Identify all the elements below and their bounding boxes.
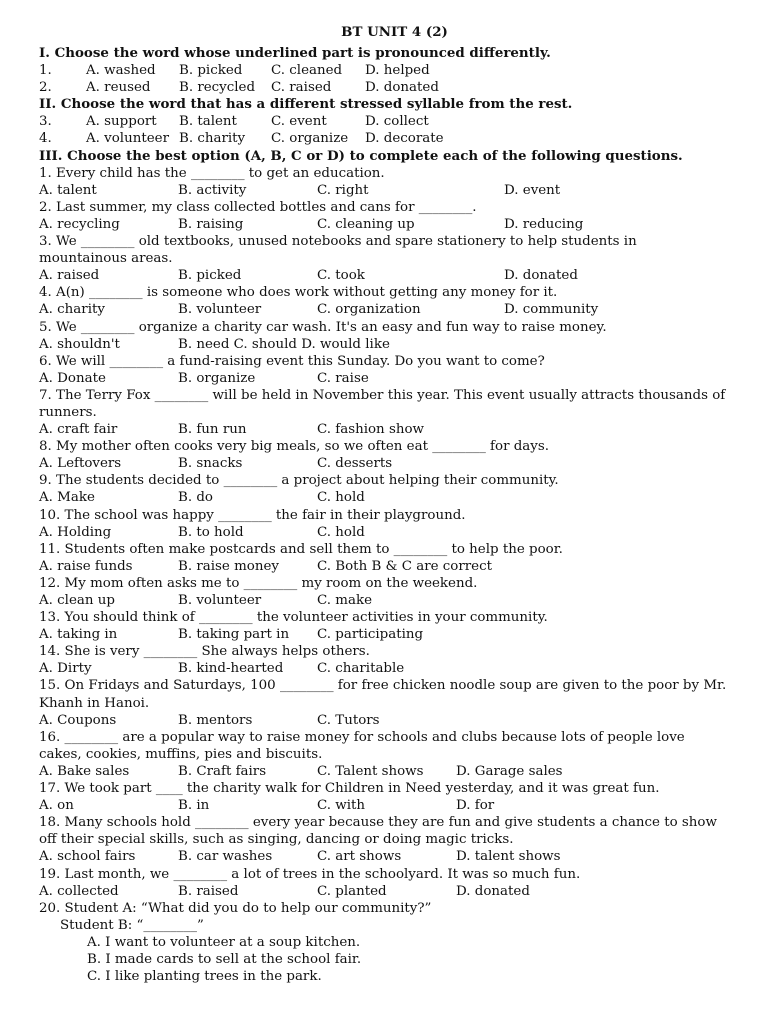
option-c: C. I like planting trees in the park. bbox=[87, 969, 322, 985]
option-a: A. Leftovers bbox=[39, 456, 122, 472]
question-7: 7. The Terry Fox ________ will be held in November this year. This event usually attracts thousands of runners. bbox=[39, 387, 726, 420]
options-row bbox=[39, 797, 728, 814]
option-c: C. participating bbox=[317, 627, 424, 643]
option-b: B. raising bbox=[178, 216, 244, 232]
question-17: 17. We took part ____ the charity walk for Children in Need yesterday, and it was great fun. bbox=[39, 781, 660, 797]
option-c: C. hold bbox=[317, 490, 365, 506]
option-b: B. Craft fairs bbox=[178, 763, 267, 779]
option-b: B. I made cards to sell at the school fair. bbox=[87, 951, 362, 967]
option-c: C. hold bbox=[317, 524, 365, 540]
question-16: 16. ________ are a popular way to raise money for schools and clubs because lots of people love cakes, cookies, muffins, pies and biscuits. bbox=[39, 729, 685, 762]
options-row bbox=[39, 489, 728, 506]
option-a: A. Make bbox=[39, 490, 95, 506]
option-b: B. raised bbox=[178, 883, 239, 899]
student-b-line: Student B: “________” bbox=[60, 917, 204, 933]
option-c: C. art shows bbox=[317, 849, 402, 865]
option-b: B. in bbox=[178, 798, 210, 814]
option-b: B. car washes bbox=[178, 849, 273, 865]
option-c: C. Both B & C are correct bbox=[317, 558, 492, 574]
options-row bbox=[39, 267, 728, 284]
option-a: A. washed bbox=[86, 63, 156, 79]
option-c: C. Tutors bbox=[317, 712, 380, 728]
options-row bbox=[39, 455, 728, 472]
options-row bbox=[39, 336, 728, 353]
question-10: 10. The school was happy ________ the fair in their playground. bbox=[39, 507, 466, 523]
option-c: C. planted bbox=[317, 883, 387, 899]
options-row bbox=[39, 216, 728, 233]
part1-row-2 bbox=[39, 79, 728, 96]
option-c: C. cleaned bbox=[271, 63, 343, 79]
question-14: 14. She is very ________ She always helps others. bbox=[39, 644, 370, 660]
question-number: 2. bbox=[39, 80, 52, 96]
question-18: 18. Many schools hold ________ every year because they are fun and give students a chance to show off their special skills, such as singing, dancing or doing magic tricks. bbox=[39, 815, 717, 848]
question-19: 19. Last month, we ________ a lot of trees in the schoolyard. It was so much fun. bbox=[39, 866, 581, 882]
option-a: A. craft fair bbox=[39, 422, 118, 438]
option-a: A. recycling bbox=[39, 216, 120, 232]
option-d: D. talent shows bbox=[456, 849, 561, 865]
question-6: 6. We will ________ a fund-raising event this Sunday. Do you want to come? bbox=[39, 353, 545, 369]
question-20: 20. Student A: “What did you do to help our community?” bbox=[39, 900, 432, 916]
option-a: A. Bake sales bbox=[39, 763, 130, 779]
question-number: 3. bbox=[39, 114, 52, 130]
options-row bbox=[39, 626, 728, 643]
options-row bbox=[39, 182, 728, 199]
options-row bbox=[39, 712, 728, 729]
page-title: BT UNIT 4 (2) bbox=[341, 24, 448, 40]
option-b: B. taking part in bbox=[178, 627, 290, 643]
option-a: A. charity bbox=[39, 302, 105, 318]
option-d: D. donated bbox=[456, 883, 530, 899]
option-d: D. decorate bbox=[365, 131, 444, 147]
option-d: D. donated bbox=[504, 268, 578, 284]
option-a: A. I want to volunteer at a soup kitchen. bbox=[87, 934, 361, 950]
option-a: A. taking in bbox=[39, 627, 118, 643]
question-number: 4. bbox=[39, 131, 52, 147]
option-a: A. reused bbox=[86, 80, 151, 96]
option-c: C. took bbox=[317, 268, 365, 284]
option-d: D. for bbox=[456, 798, 495, 814]
question-number: 1. bbox=[39, 63, 52, 79]
part3-heading: III. Choose the best option (A, B, C or D) to complete each of the following questions. bbox=[39, 147, 683, 164]
option-d: D. donated bbox=[365, 80, 439, 96]
option-b: B. activity bbox=[178, 182, 247, 198]
option-b: B. volunteer bbox=[178, 593, 262, 608]
option-b: B. talent bbox=[179, 114, 237, 130]
question-11: 11. Students often make postcards and sell them to ________ to help the poor. bbox=[39, 541, 563, 557]
option-a: A. clean up bbox=[39, 593, 115, 608]
options-row bbox=[39, 370, 728, 387]
option-b: B. snacks bbox=[178, 456, 243, 472]
option-a: A. raise funds bbox=[39, 558, 133, 574]
options-row bbox=[39, 883, 728, 900]
option-b: B. charity bbox=[179, 131, 246, 147]
option-a: A. collected bbox=[39, 883, 119, 899]
option-d: D. event bbox=[504, 182, 561, 198]
options-row bbox=[39, 524, 728, 541]
option-b: B. picked bbox=[178, 268, 242, 284]
option-b: B. need C. should D. would like bbox=[178, 336, 390, 352]
option-b: B. fun run bbox=[178, 422, 247, 438]
options-row bbox=[39, 592, 728, 609]
option-a: A. talent bbox=[39, 182, 97, 198]
option-a: A. raised bbox=[39, 268, 100, 284]
option-a: A. on bbox=[39, 798, 74, 814]
options-row bbox=[39, 558, 728, 575]
question-12: 12. My mom often asks me to ________ my room on the weekend. bbox=[39, 575, 478, 591]
option-d: D. Garage sales bbox=[456, 763, 563, 779]
option-a: A. Holding bbox=[39, 524, 112, 540]
option-c: C. make bbox=[317, 593, 373, 608]
option-c: C. desserts bbox=[317, 456, 393, 472]
question-1: 1. Every child has the ________ to get an education. bbox=[39, 165, 385, 181]
options-row bbox=[39, 848, 728, 865]
option-d: D. collect bbox=[365, 114, 429, 130]
option-c: C. with bbox=[317, 798, 366, 814]
option-a: A. volunteer bbox=[86, 131, 169, 147]
option-c: C. raise bbox=[317, 370, 369, 386]
option-c: C. charitable bbox=[317, 661, 405, 677]
option-c: C. right bbox=[317, 182, 369, 198]
question-3: 3. We ________ old textbooks, unused notebooks and spare stationery to help students in mountainous areas. bbox=[39, 234, 637, 267]
option-a: A. school fairs bbox=[39, 849, 136, 865]
option-c: C. raised bbox=[271, 80, 332, 96]
options-row bbox=[39, 763, 728, 780]
option-c: C. organization bbox=[317, 302, 421, 318]
part1-heading: I. Choose the word whose underlined part is pronounced differently. bbox=[39, 45, 551, 61]
option-c: C. fashion show bbox=[317, 422, 424, 438]
option-a: A. support bbox=[86, 114, 157, 130]
option-b: B. picked bbox=[179, 63, 243, 79]
question-9: 9. The students decided to ________ a project about helping their community. bbox=[39, 473, 559, 489]
question-2: 2. Last summer, my class collected bottles and cans for ________. bbox=[39, 199, 477, 215]
question-13: 13. You should think of ________ the volunteer activities in your community. bbox=[39, 610, 548, 626]
option-b: B. organize bbox=[178, 370, 256, 386]
option-b: B. volunteer bbox=[178, 302, 262, 318]
option-b: B. do bbox=[178, 490, 213, 506]
option-b: B. mentors bbox=[178, 712, 253, 728]
option-a: A. shouldn't bbox=[39, 336, 120, 352]
option-c: C. organize bbox=[271, 131, 349, 147]
question-4: 4. A(n) ________ is someone who does work without getting any money for it. bbox=[39, 285, 558, 301]
option-d: D. community bbox=[504, 302, 599, 318]
question-15: 15. On Fridays and Saturdays, 100 ________ for free chicken noodle soup are given to the poor by Mr. Khanh in Hanoi. bbox=[39, 678, 727, 711]
option-a: A. Donate bbox=[39, 370, 106, 386]
option-a: A. Dirty bbox=[39, 661, 92, 677]
option-b: B. recycled bbox=[179, 80, 256, 96]
option-b: B. kind-hearted bbox=[178, 661, 284, 677]
option-d: D. reducing bbox=[504, 216, 584, 232]
question-8: 8. My mother often cooks very big meals, so we often eat ________ for days. bbox=[39, 439, 549, 455]
option-c: C. cleaning up bbox=[317, 216, 415, 232]
options-row bbox=[39, 421, 728, 438]
option-a: A. Coupons bbox=[39, 712, 117, 728]
options-row bbox=[39, 301, 728, 318]
option-b: B. to hold bbox=[178, 524, 244, 540]
part1-row-1 bbox=[39, 62, 728, 79]
option-b: B. raise money bbox=[178, 558, 279, 574]
option-c: C. Talent shows bbox=[317, 763, 424, 779]
part2-row-2 bbox=[39, 130, 728, 147]
question-5: 5. We ________ organize a charity car wash. It's an easy and fun way to raise money. bbox=[39, 319, 607, 335]
part2-heading: II. Choose the word that has a different stressed syllable from the rest. bbox=[39, 96, 573, 113]
option-c: C. event bbox=[271, 114, 327, 130]
option-d: D. helped bbox=[365, 63, 430, 79]
part2-row-1 bbox=[39, 113, 728, 130]
options-row bbox=[39, 660, 728, 677]
